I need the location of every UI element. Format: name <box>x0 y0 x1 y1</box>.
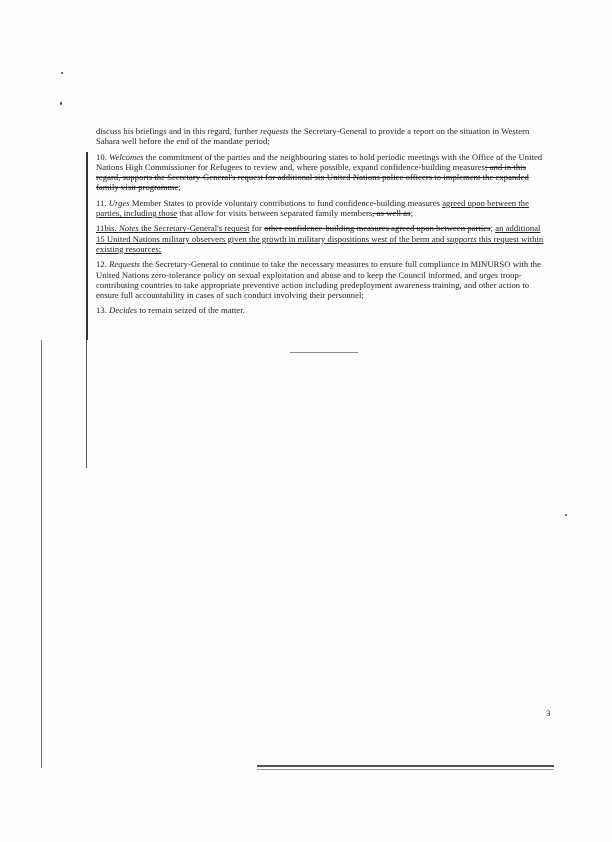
page-number: 3 <box>546 708 551 718</box>
change-bar-lower <box>86 340 87 468</box>
text-run: the Secretary-General to provide a report on the situation in Western Sahara well before the end of the mandate period; <box>96 126 530 147</box>
paragraph-p10 <box>96 152 546 193</box>
text-run: ; <box>410 208 414 219</box>
text-run: requests <box>260 126 289 136</box>
paragraph-p12 <box>96 259 546 300</box>
text-run: agreed upon between the parties, including those <box>96 197 529 219</box>
text-run: Notes <box>118 223 139 234</box>
text-run: Member States to provide voluntary contributions to fund confidence-building measures <box>129 197 443 208</box>
end-of-document-line <box>290 352 358 353</box>
resolution-text <box>96 126 546 321</box>
footer-rule-thin <box>257 769 554 770</box>
text-run: Decides <box>109 305 138 316</box>
text-run: ; <box>490 223 496 234</box>
text-run: to remain seized of the matter. <box>137 305 245 316</box>
text-run: , as well as <box>372 208 411 219</box>
text-run: Urges <box>108 197 130 208</box>
text-run: the Secretary-General's request <box>138 223 250 234</box>
text-run: troop-contributing countries to take appropriate preventive action including predeployment awareness training, and other action to ensure full accountability in cases of such conduct involving their personnel; <box>96 269 530 301</box>
text-run: 10. <box>96 151 110 162</box>
text-run: the Secretary-General to continue to take the necessary measures to ensure full compliance in MINURSO with the United Nations zero-tolerance policy on sexual exploitation and abuse and to keep the Council informed, and <box>96 259 542 280</box>
scan-speck <box>61 72 63 74</box>
text-run: Requests <box>109 259 141 270</box>
text-run: an additional 15 United Nations military observers given the growth in military dispositions west of the berm and <box>96 223 541 244</box>
text-run: the commitment of the parties and the neighbouring states to hold periodic meetings with the Office of the United Nations High Commissioner for Refugees to review and, where possible, expand confidence-building measures <box>96 151 543 172</box>
paragraph-cont <box>96 126 546 147</box>
text-run: discuss his briefings and in this regard, further <box>96 126 261 136</box>
change-bar <box>86 152 88 340</box>
paragraph-p11bis <box>96 223 546 254</box>
text-run: Welcomes <box>109 151 144 162</box>
text-run: 12. <box>96 259 110 270</box>
scan-margin-line <box>41 340 42 768</box>
scan-speck <box>565 514 567 516</box>
text-run: 11bis. <box>96 223 119 234</box>
footer-rule <box>257 765 554 767</box>
text-run: for <box>249 223 265 234</box>
text-run: urges <box>479 269 499 280</box>
text-run: ; <box>178 182 181 193</box>
scan-speck <box>60 102 62 105</box>
paragraph-p11 <box>96 198 546 219</box>
text-run: 13. <box>96 305 110 316</box>
text-run: that allow for visits between separated family members <box>177 208 373 219</box>
text-run: this request within existing resources; <box>96 233 544 254</box>
text-run: 11. <box>96 197 109 208</box>
text-run: ; and in this regard, supports the Secretary-General's request for additional six United Nations police officers to implement the expanded family visit programme <box>96 161 529 193</box>
paragraph-p13 <box>96 305 546 315</box>
text-run: supports <box>446 233 477 244</box>
text-run: other confidence-building measures agreed upon between parties <box>264 223 491 234</box>
